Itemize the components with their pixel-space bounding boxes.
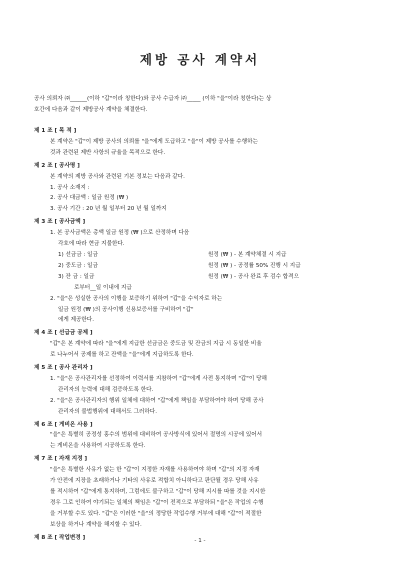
article-3-line: 2. "을"은 성실한 공사의 이행을 보증하기 위하여 "갑"을 수익자로 하는 — [50, 295, 223, 302]
payment-label: 3) 잔 금 : 일금 — [58, 273, 95, 280]
article-7-line: 가 안전에 지장을 초래하거나 기타의 사유로 적합치 아니하다고 판단될 경우 당해 사유 — [50, 478, 259, 485]
payment-row — [34, 261, 368, 272]
article-5-line: 관리자의 불법행위에 대해서도 그러하다. — [58, 408, 157, 415]
article-4-line: 로 나누어서 공제를 하고 잔액을 "을"에게 지급하도록 한다. — [50, 352, 194, 359]
payment-label: 1) 선금금 : 일금 — [58, 251, 98, 258]
article-5-line: 관리자의 능력에 대해 검증하도록 한다. — [58, 386, 154, 393]
article-8-heading: 제 8 조 [ 작업변경 ] — [34, 534, 86, 541]
payment-detail: 원정 (₩ ) - 본 계약체결 시 지급 — [208, 251, 287, 258]
article-6-line: "을"은 특별히 공정성 홍수의 범위에 대비하여 공사방식에 있어서 절명의 시공에 있어서 — [50, 432, 263, 439]
article-1-line: 본 계약은 "갑"이 제방 공사의 의뢰를 "을"에게 도급하고 "을"이 제방 공사를 수행하는 — [50, 138, 258, 145]
payment-detail: 원정 (₩ ) - 공정률 50% 진행 시 지급 — [208, 262, 301, 269]
payment-row — [34, 250, 368, 261]
article-5-line: 1. "을"은 공사관리자를 선정하여 이력서를 지참하여 "갑"에게 사전 통지하며 "갑"이 당해 — [50, 375, 267, 382]
article-5-line: 2. "을"은 공사관리자의 행위 일체에 대하여 "갑"에게 책임을 부담하여야 하며 당해 공사 — [50, 397, 264, 404]
article-3-heading: 제 3 조 [ 공사금액 ] — [34, 219, 86, 226]
article-4-line: "갑"은 본 계약에 따라 "을"에게 지급한 선금금은 중도금 및 잔금의 지급 시 동일한 비율 — [50, 341, 262, 348]
article-3-line: 로부터__일 이내에 지급 — [74, 284, 132, 291]
payment-row — [34, 272, 368, 283]
payment-label: 2) 중도금 : 일금 — [58, 262, 98, 269]
intro-paragraph — [34, 94, 368, 116]
article-7-line: 경우 그로 인하여 야기되는 일체의 책임은 "갑"이 전적으로 부담하되 "을"은 작업의 수행 — [50, 499, 264, 506]
page-number: - 1 - — [194, 538, 206, 544]
article-2-line: 본 계약의 제방 공사와 관련된 기본 정보는 다음과 같다. — [50, 173, 185, 180]
page-title: 제방 공사 계약서 — [139, 52, 261, 67]
article-1-line: 것과 관련된 제반 사항의 규율을 목적으로 한다. — [50, 149, 166, 156]
article-2-heading: 제 2 조 [ 공사명 ] — [34, 162, 80, 169]
payment-detail: 원정 (₩ ) - 공사 완료 후 검수 합격으 — [208, 273, 299, 280]
article-3-line: 1. 본 공사금액은 총액 일금 원정 (₩ )으로 산정하며 다음 — [50, 230, 190, 237]
article-3-line: 각호에 따라 현금 지불한다. — [58, 241, 125, 248]
article-7-line: 보상을 하거나 계약을 해지할 수 있다. — [50, 521, 142, 528]
contract-body — [34, 124, 368, 544]
intro-line: 공사 의뢰자 ㈜______(이하 "갑"이라 칭한다)와 공사 수급자 ㈜_____ (이하 "을"이라 칭한다)는 상 — [34, 96, 272, 102]
article-7-line: "을"은 특별한 사유가 없는 한 "갑"이 지정한 자재를 사용하여야 하며 "갑"의 지정 자재 — [50, 467, 260, 474]
article-2-line: 2. 공사 대금액 : 일금 원정 (₩ ) — [50, 195, 129, 202]
intro-line: 호간에 다음과 같이 제방공사 계약을 체결한다. — [34, 107, 148, 113]
article-5-heading: 제 5 조 [ 공사 관리자 ] — [34, 365, 93, 372]
article-1-heading: 제 1 조 [ 목 적 ] — [34, 128, 77, 134]
article-3-line: 일금 원정 (₩ )의 공사이행 신용보증서를 구비하여 "갑" — [58, 306, 194, 313]
article-7-heading: 제 7 조 [ 자재 지정 ] — [34, 456, 88, 463]
article-6-line: 는 게비온을 사용하여 시공하도록 한다. — [50, 443, 146, 450]
article-2-line: 3. 공사 기간 : 20 년 월 일부터 20 년 월 일까지 — [50, 206, 167, 213]
article-2-line: 1. 공사 소재지 : — [50, 184, 90, 191]
article-4-heading: 제 4 조 [ 선급금 공제 ] — [34, 330, 93, 337]
article-6-heading: 제 6 조 [ 게비온 사용 ] — [34, 421, 93, 428]
article-7-line: 를 적시하여 "갑"에게 통지하며, 그럼에도 불구하고 "갑"이 당해 지시를 따를 것을 지시한 — [50, 489, 266, 495]
article-7-line: 을 거부할 수도 있다. "갑"은 이러한 "을"의 정당한 작업수행 거부에 대해 "갑"이 적절한 — [50, 510, 262, 517]
article-3-line: 에게 제공한다. — [58, 317, 94, 324]
